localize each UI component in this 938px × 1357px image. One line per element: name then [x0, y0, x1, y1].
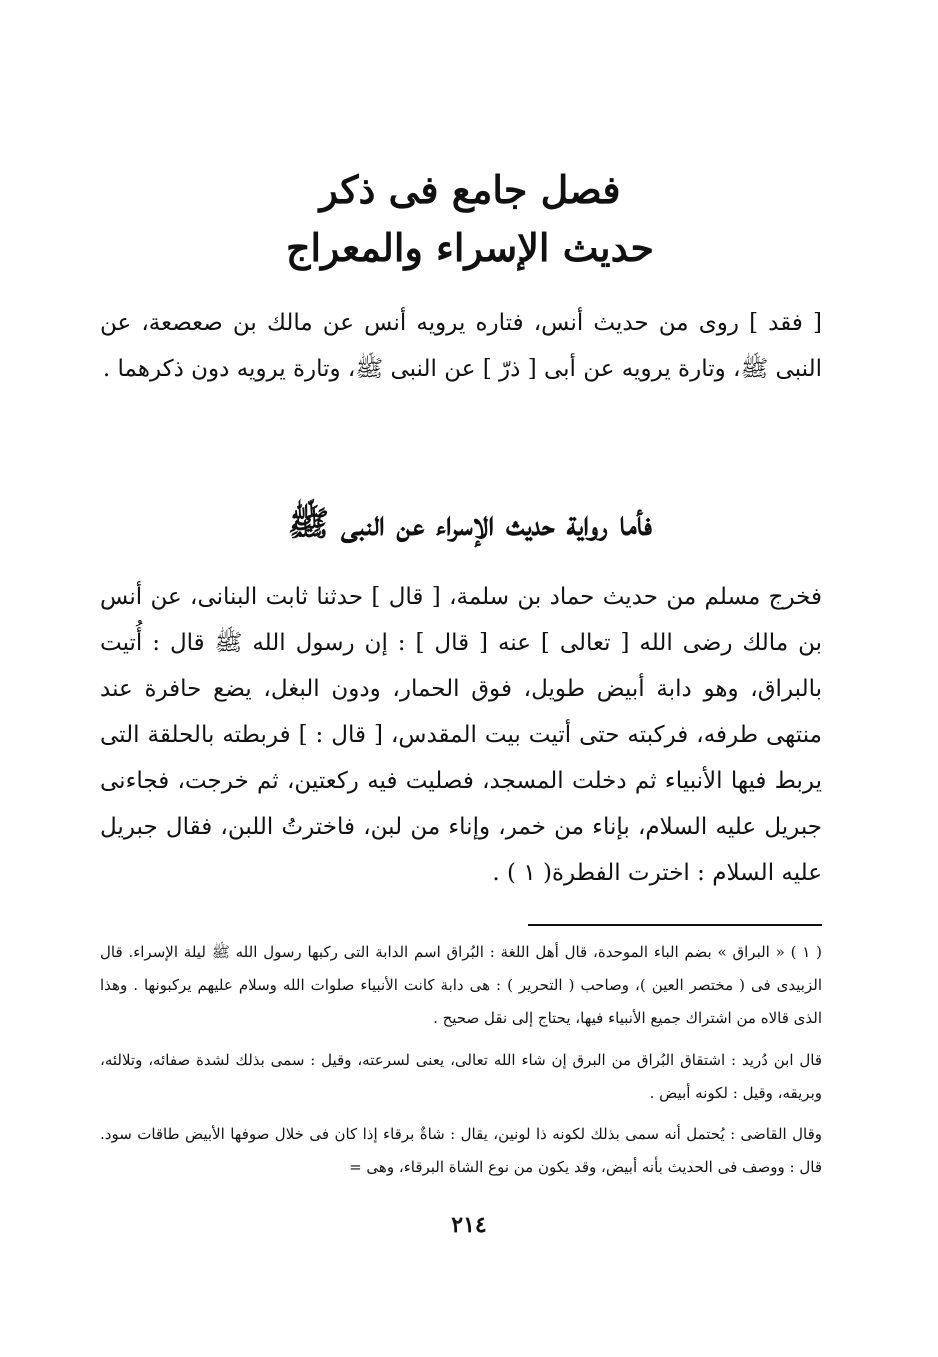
chapter-title-line-1: فصل جامع فى ذكر: [319, 167, 621, 212]
footnote-1: ( ١ ) « البراق » بضم الباء الموحدة، قال أهل اللغة : البُراق اسم الدابة التى ركبها رسول الله ﷺ ليلة الإسراء. قال الزبيدى فى ( مختصر العين )، وصاحب ( التحرير ) : هى دابة كانت الأنبياء صلوات الله وسلام عليهم يركبونها . وهذا الذى قالاه من اشتراك جميع الأنبياء فيها، يحتاج إلى نقل صحيح .: [100, 943, 823, 1027]
main-paragraph-text: فخرج مسلم من حديث حماد بن سلمة، [ قال ] حدثنا ثابت البنانى، عن أنس بن مالك رضى الله [ تعالى ] عنه [ قال ] : إن رسول الله ﷺ قال : أُتيت بالبراق، وهو دابة أبيض طويل، فوق الحمار، ودون البغل، يضع حافرة عند منتهى طرفه، فركبته حتى أتيت بيت المقدس، [ قال : ] فربطته بالحلقة التى يربط فيها الأنبياء ثم دخلت المسجد، فصليت فيه ركعتين، ثم خرجت، فجاءنى جبريل عليه السلام، بإناء من خمر، وإناء من لبن، فاخترتُ اللبن، فقال جبريل عليه السلام : اخترت الفطرة: [100, 584, 822, 886]
chapter-title-line-2: حديث الإسراء والمعراج: [285, 225, 655, 270]
section-subtitle: فأما رواية حديث الإسراء عن النبى ﷺ: [287, 504, 653, 544]
footnote-1-continued: قال ابن دُريد : اشتقاق البُراق من البرق إن شاء الله تعالى، يعنى لسرعته، وقيل : سمى بذلك لشدة صفائه، وتلالئه، وبريقه، وقيل : لكونه أبيض .: [100, 1051, 822, 1102]
footnote-divider: [528, 924, 822, 926]
footnote-1-continued-2: وقال القاضى : يُحتمل أنه سمى بذلك لكونه ذا لونين، يقال : شاةٌ برقاء إذا كان فى خلال صوفها الأبيض طاقات سود. قال : ووصف فى الحديث بأنه أبيض، وقد يكون من نوع الشاة البرقاء، وهى =: [100, 1125, 822, 1176]
main-paragraph: [100, 574, 822, 896]
footnote-reference: ( ١ ) .: [492, 860, 552, 886]
page-number: ٢١٤: [451, 1212, 487, 1238]
intro-paragraph: [ فقد ] روى من حديث أنس، فتاره يرويه أنس عن مالك بن صعصعة، عن النبى ﷺ، وتارة يرويه عن أبى [ ذرّ ] عن النبى ﷺ، وتارة يرويه دون ذكرهما .: [100, 310, 822, 382]
